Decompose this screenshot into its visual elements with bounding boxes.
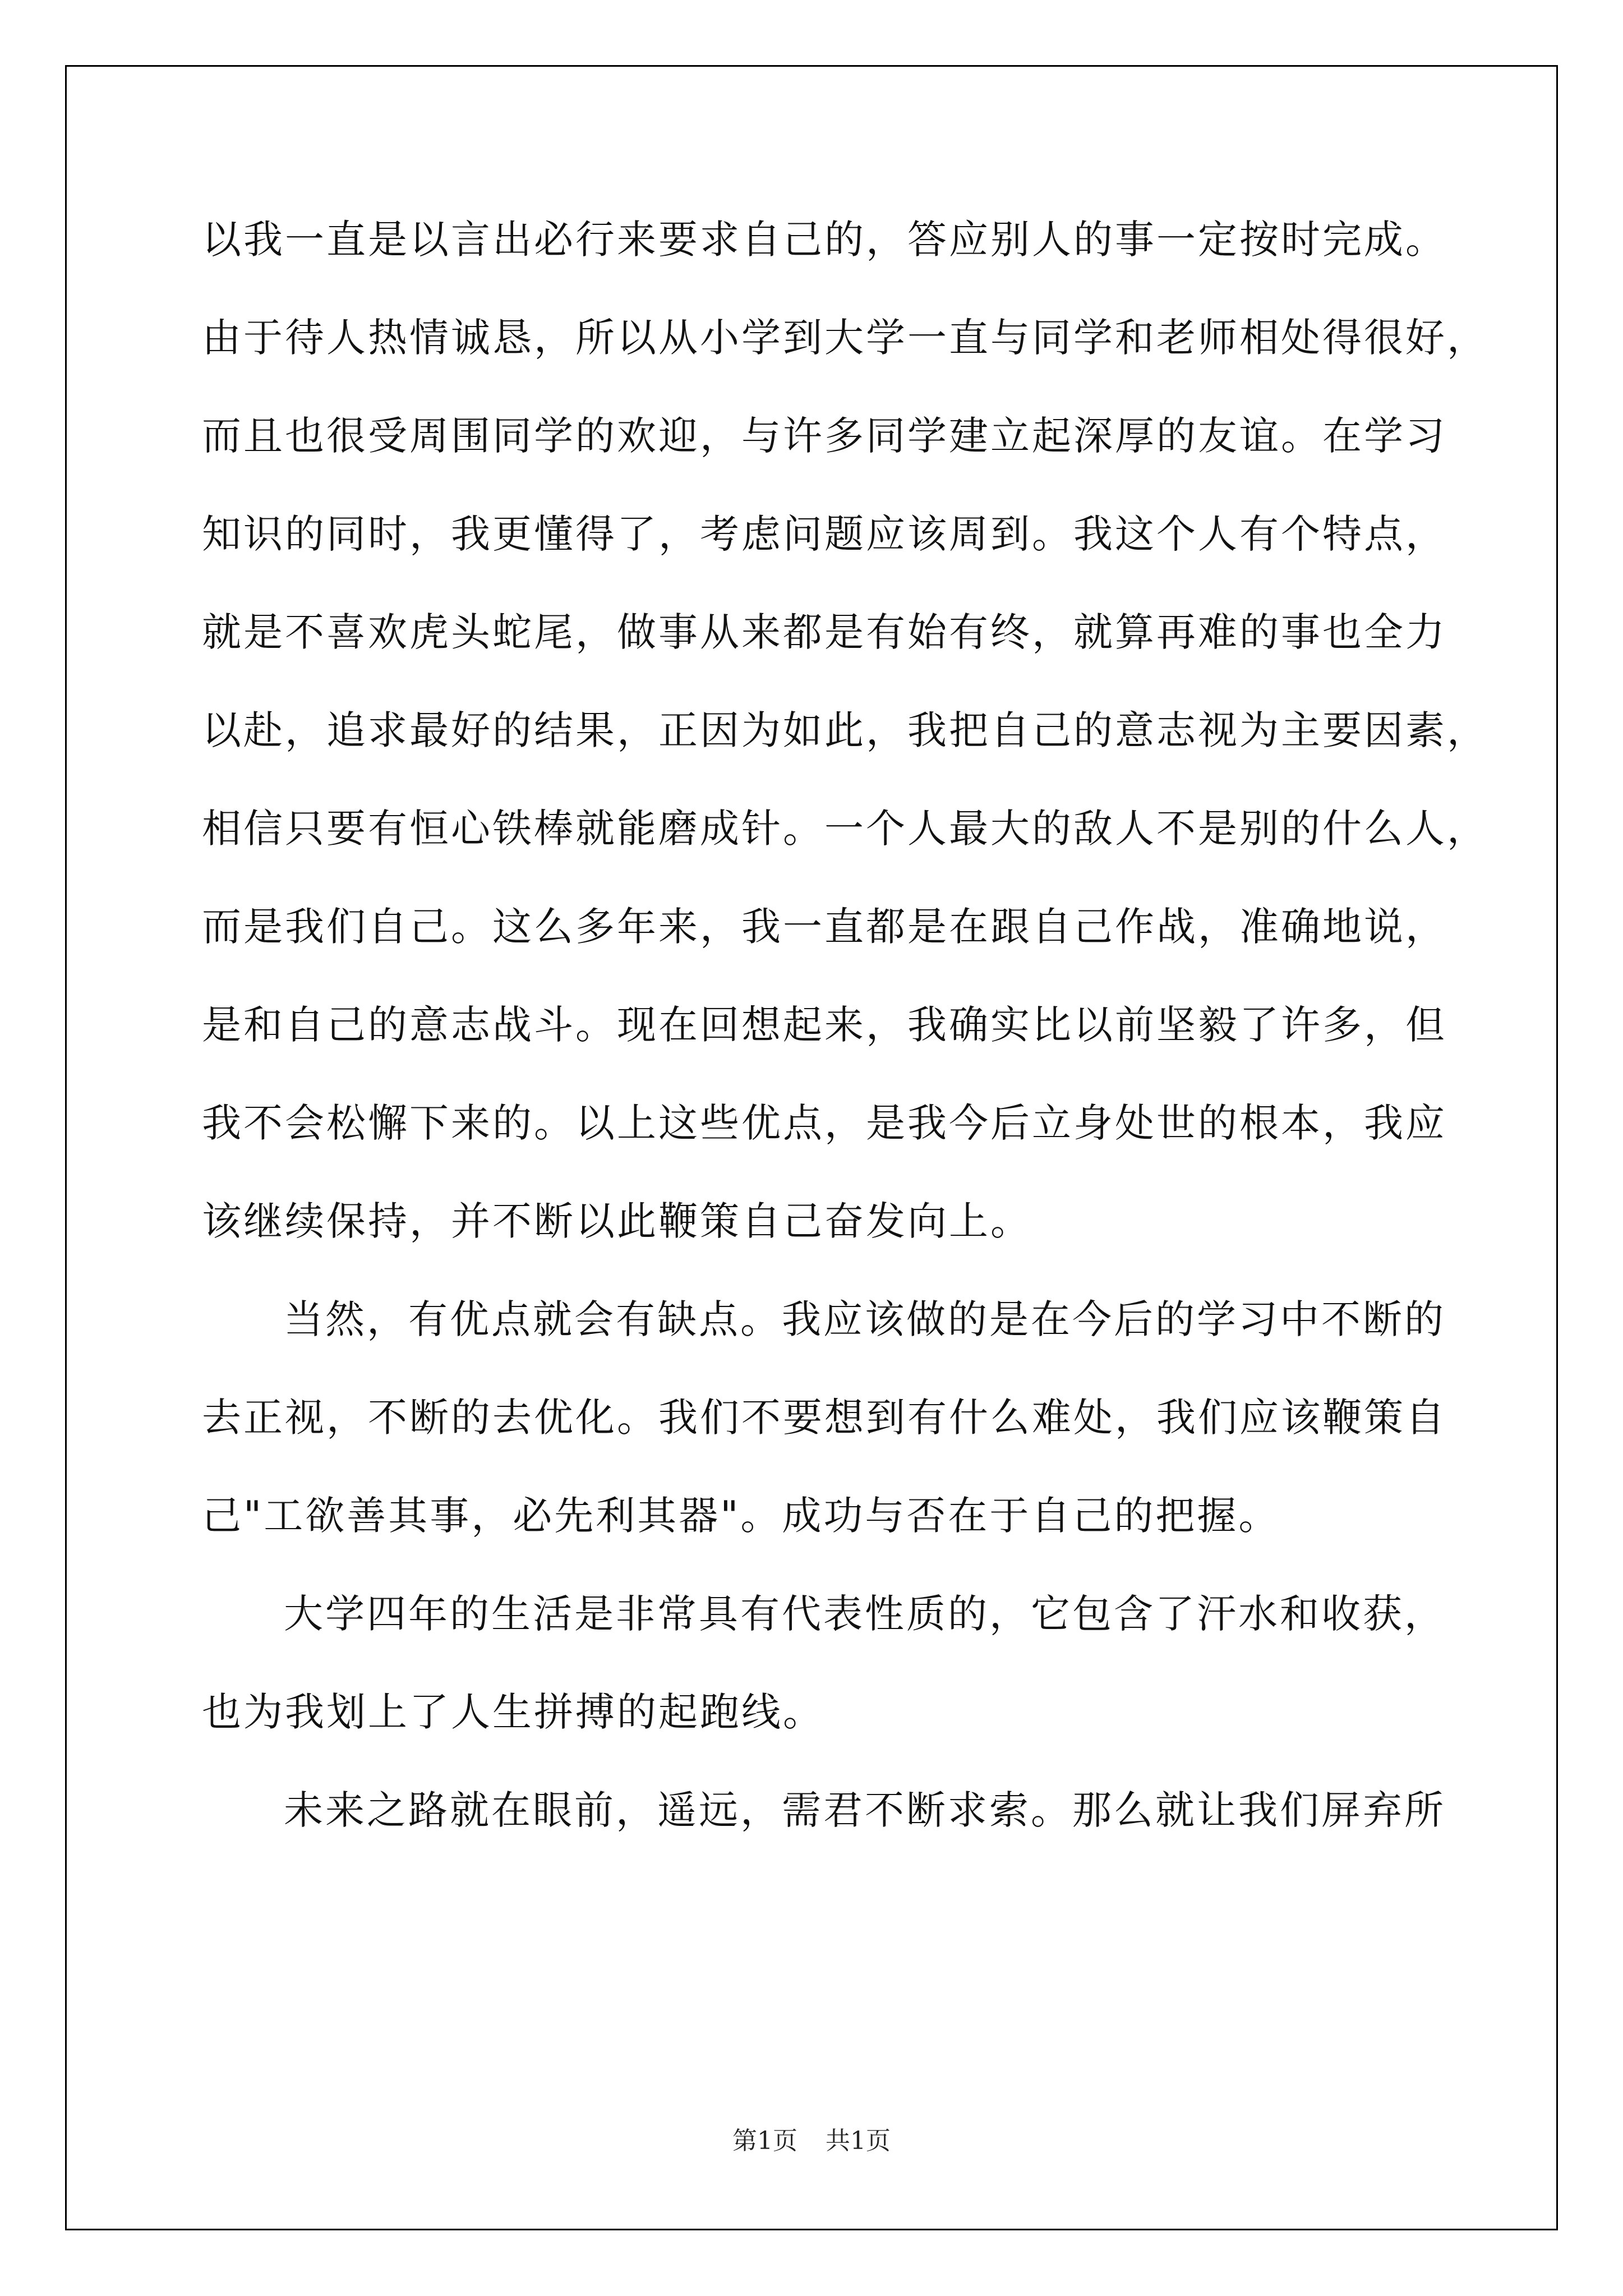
page-total: 共1页 (826, 2127, 891, 2155)
text-line: 去正视，不断的去优化。我们不要想到有什么难处，我们应该鞭策自 (202, 1395, 1447, 1441)
text-line: 以赴，追求最好的结果，正因为如此，我把自己的意志视为主要因素， (202, 707, 1488, 753)
text-line: 知识的同时，我更懂得了，考虑问题应该周到。我这个人有个特点， (202, 511, 1447, 557)
text-line: 我不会松懈下来的。以上这些优点，是我今后立身处世的根本，我应 (202, 1100, 1447, 1146)
text-line: 而且也很受周围同学的欢迎，与许多同学建立起深厚的友谊。在学习 (202, 413, 1447, 459)
paragraph-start-line: 大学四年的生活是非常具有代表性质的，它包含了汗水和收获， (284, 1591, 1446, 1637)
page-footer (0, 2120, 1623, 2156)
text-line: 也为我划上了人生拼搏的起跑线。 (202, 1689, 824, 1735)
text-line: 己"工欲善其事，必先利其器"。成功与否在于自己的把握。 (202, 1493, 1280, 1539)
text-line: 就是不喜欢虎头蛇尾，做事从来都是有始有终，就算再难的事也全力 (202, 609, 1447, 655)
text-line: 相信只要有恒心铁棒就能磨成针。一个人最大的敌人不是别的什么人， (202, 806, 1488, 852)
text-line: 而是我们自己。这么多年来，我一直都是在跟自己作战，准确地说， (202, 904, 1447, 950)
paragraph-start-line: 当然，有优点就会有缺点。我应该做的是在今后的学习中不断的 (284, 1296, 1446, 1342)
text-line: 由于待人热情诚恳，所以从小学到大学一直与同学和老师相处得很好， (202, 315, 1488, 361)
text-line: 以我一直是以言出必行来要求自己的，答应别人的事一定按时完成。 (202, 217, 1447, 263)
text-line: 该继续保持，并不断以此鞭策自己奋发向上。 (202, 1198, 1032, 1244)
text-line: 是和自己的意志战斗。现在回想起来，我确实比以前坚毅了许多，但 (202, 1002, 1447, 1048)
paragraph-start-line: 未来之路就在眼前，遥远，需君不断求索。那么就让我们屏弃所 (284, 1787, 1446, 1833)
document-body (202, 191, 1488, 1860)
page-number: 第1页 (732, 2127, 797, 2155)
